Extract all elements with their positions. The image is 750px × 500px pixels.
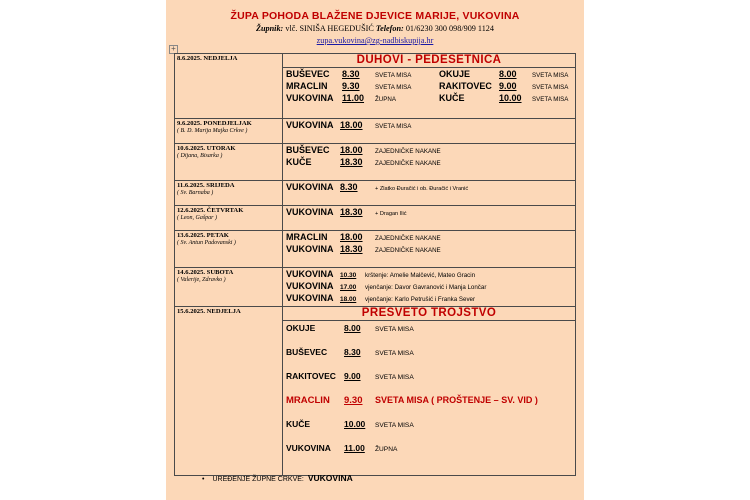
feast-title: DUHOVI - PEDESETNICA <box>283 54 576 68</box>
mass-row <box>439 93 568 105</box>
place-name: VUKOVINA <box>286 244 334 254</box>
day-saint: ( Valerije, Zdravko ) <box>177 277 226 283</box>
date-cell <box>175 206 283 231</box>
mass-row <box>286 269 572 281</box>
mass-row <box>286 145 572 157</box>
mass-time: 10.00 <box>499 93 522 104</box>
mass-time: 18.00 <box>340 232 363 242</box>
place-name: KUČE <box>286 419 311 429</box>
mass-time: 18.30 <box>340 207 363 217</box>
mass-description: ZAJEDNIČKE NAKANE <box>375 235 441 242</box>
mass-cell <box>283 144 576 181</box>
mass-cell <box>283 119 576 144</box>
day-date: 8.6.2025. NEDJELJA <box>177 55 238 62</box>
place-name: BUŠEVEC <box>286 69 330 80</box>
place-name: MRACLIN <box>286 232 328 242</box>
mass-row <box>286 419 572 443</box>
mass-description: ZAJEDNIČKE NAKANE <box>375 160 441 167</box>
table-row <box>175 307 576 321</box>
mass-time: 9.00 <box>499 81 517 92</box>
table-row <box>175 268 576 307</box>
mass-description: SVETA MISA <box>532 72 569 80</box>
contact-line <box>166 24 584 33</box>
day-saint: ( Dijana, Bisarka ) <box>177 153 223 159</box>
mass-description: SVETA MISA <box>375 422 414 429</box>
mass-time: 11.00 <box>344 443 365 453</box>
mass-row <box>286 232 572 244</box>
phone-numbers: 01/6230 300 098/909 1124 <box>405 24 494 33</box>
mass-row-feast <box>286 395 572 419</box>
mass-row <box>286 120 572 132</box>
mass-description: SVETA MISA <box>375 72 412 80</box>
mass-description: ŽUPNA <box>375 96 396 104</box>
email-link[interactable]: zupa.vukovina@zg-nadbiskupija.hr <box>316 36 434 45</box>
date-cell <box>175 231 283 268</box>
document-page <box>166 0 584 500</box>
mass-row <box>286 281 572 293</box>
mass-description: SVETA MISA <box>375 123 412 130</box>
date-cell <box>175 144 283 181</box>
footer-label: UREĐENJE ŽUPNE CRKVE: <box>212 476 304 483</box>
day-date: 12.6.2025. ČETVRTAK <box>177 207 244 214</box>
table-row <box>175 54 576 68</box>
mass-time: 8.30 <box>340 182 358 192</box>
mass-time: 9.30 <box>342 81 360 92</box>
mass-time: 9.00 <box>344 371 361 381</box>
day-saint: ( Sv. Barnaba ) <box>177 190 214 196</box>
mass-row <box>286 69 439 81</box>
mass-description: krštenje: Amelie Malčević, Mateo Gracin <box>365 272 476 279</box>
mass-description: vjenčanje: Karlo Petrušić i Franka Sever <box>365 296 476 303</box>
place-name: KUČE <box>286 157 312 167</box>
place-name: VUKOVINA <box>286 293 334 303</box>
mass-row <box>286 157 572 169</box>
place-name: VUKOVINA <box>286 207 334 217</box>
table-row <box>175 181 576 206</box>
day-date: 15.6.2025. NEDJELJA <box>177 308 241 315</box>
mass-row <box>286 182 572 194</box>
place-name: VUKOVINA <box>286 281 334 291</box>
mass-description: SVETA MISA ( PROŠTENJE – SV. VID ) <box>375 395 538 405</box>
mass-row <box>286 347 572 371</box>
mass-row <box>439 81 568 93</box>
mass-time: 8.30 <box>344 347 361 357</box>
mass-row <box>439 69 568 81</box>
day-date: 11.6.2025. SRIJEDA <box>177 182 235 189</box>
mass-description: vjenčanje: Davor Gavranović i Manja Lončar <box>365 284 487 291</box>
mass-row <box>286 371 572 395</box>
date-cell <box>175 307 283 476</box>
day-saint: ( Sv. Antun Padovanski ) <box>177 240 236 246</box>
place-name: VUKOVINA <box>286 269 334 279</box>
mass-description: + Zlatko Đuračić i ob. Đuračić i Vranić <box>375 186 469 192</box>
mass-row <box>286 81 439 93</box>
place-name: BUŠEVEC <box>286 145 330 155</box>
mass-row <box>286 244 572 256</box>
table-row <box>175 144 576 181</box>
table-row <box>175 231 576 268</box>
mass-description: ZAJEDNIČKE NAKANE <box>375 148 441 155</box>
mass-time: 18.00 <box>340 296 357 303</box>
place-name: VUKOVINA <box>286 443 331 453</box>
mass-cell <box>283 321 576 476</box>
mass-row <box>286 323 572 347</box>
place-name: RAKITOVEC <box>439 81 492 92</box>
mass-time: 18.00 <box>340 120 363 130</box>
feast-title: PRESVETO TROJSTVO <box>283 307 576 321</box>
mass-time: 18.30 <box>340 244 363 254</box>
mass-description: SVETA MISA <box>375 326 414 333</box>
day-saint: ( Leon, Gašpar ) <box>177 215 217 221</box>
mass-row <box>286 293 572 305</box>
mass-description: + Dragan Ilić <box>375 211 407 217</box>
mass-time: 18.00 <box>340 145 363 155</box>
mass-description: SVETA MISA <box>375 84 412 92</box>
place-name: MRACLIN <box>286 395 330 406</box>
bullet-icon: • <box>202 476 205 483</box>
day-date: 9.6.2025. PONEDJELJAK <box>177 120 252 127</box>
place-name: OKUJE <box>286 323 316 333</box>
place-name: MRACLIN <box>286 81 328 92</box>
mass-description: ŽUPNA <box>375 446 398 453</box>
table-row <box>175 119 576 144</box>
place-name: OKUJE <box>439 69 471 80</box>
mass-row <box>286 207 572 219</box>
phone-label: Telefon: <box>375 24 404 33</box>
place-name: KUČE <box>439 93 465 104</box>
mass-description: SVETA MISA <box>532 96 569 104</box>
place-name: VUKOVINA <box>286 120 334 130</box>
mass-cell <box>283 206 576 231</box>
mass-time: 10.00 <box>344 419 366 429</box>
place-name: VUKOVINA <box>286 182 334 192</box>
day-date: 10.6.2025. UTORAK <box>177 145 236 152</box>
mass-description: SVETA MISA <box>375 374 414 381</box>
priest-label: Župnik: <box>255 24 284 33</box>
mass-description: SVETA MISA <box>532 84 569 92</box>
place-name: VUKOVINA <box>286 93 334 104</box>
mass-description: ZAJEDNIČKE NAKANE <box>375 247 441 254</box>
mass-time: 11.00 <box>342 93 365 104</box>
mass-row <box>286 443 572 467</box>
priest-name: vlč. SINIŠA HEGEDUŠIĆ <box>285 24 374 33</box>
mass-time: 10.30 <box>340 272 357 279</box>
mass-time: 8.00 <box>344 323 361 333</box>
date-cell <box>175 181 283 206</box>
mass-cell <box>283 231 576 268</box>
place-name: RAKITOVEC <box>286 371 336 381</box>
table-row <box>175 206 576 231</box>
day-date: 14.6.2025. SUBOTA <box>177 269 234 276</box>
mass-description: SVETA MISA <box>375 350 414 357</box>
mass-time: 9.30 <box>344 395 363 406</box>
place-name: BUŠEVEC <box>286 347 328 357</box>
footer-value: VUKOVINA <box>307 473 353 483</box>
mass-time: 8.00 <box>499 69 517 80</box>
date-cell <box>175 54 283 119</box>
mass-cell <box>283 68 576 119</box>
parish-title: ŽUPA POHODA BLAŽENE DJEVICE MARIJE, VUKOVINA <box>230 10 520 22</box>
mass-time: 8.30 <box>342 69 360 80</box>
mass-cell <box>283 181 576 206</box>
date-cell <box>175 268 283 307</box>
mass-time: 17.00 <box>340 284 357 291</box>
day-date: 13.6.2025. PETAK <box>177 232 229 239</box>
date-cell <box>175 119 283 144</box>
footer-note <box>202 473 353 483</box>
mass-time: 18.30 <box>340 157 363 167</box>
day-saint: ( B. D. Marija Majka Crkve ) <box>177 128 248 134</box>
schedule-table <box>174 53 576 476</box>
mass-row <box>286 93 439 105</box>
table-move-handle-icon[interactable]: + <box>169 45 178 54</box>
mass-cell <box>283 268 576 307</box>
